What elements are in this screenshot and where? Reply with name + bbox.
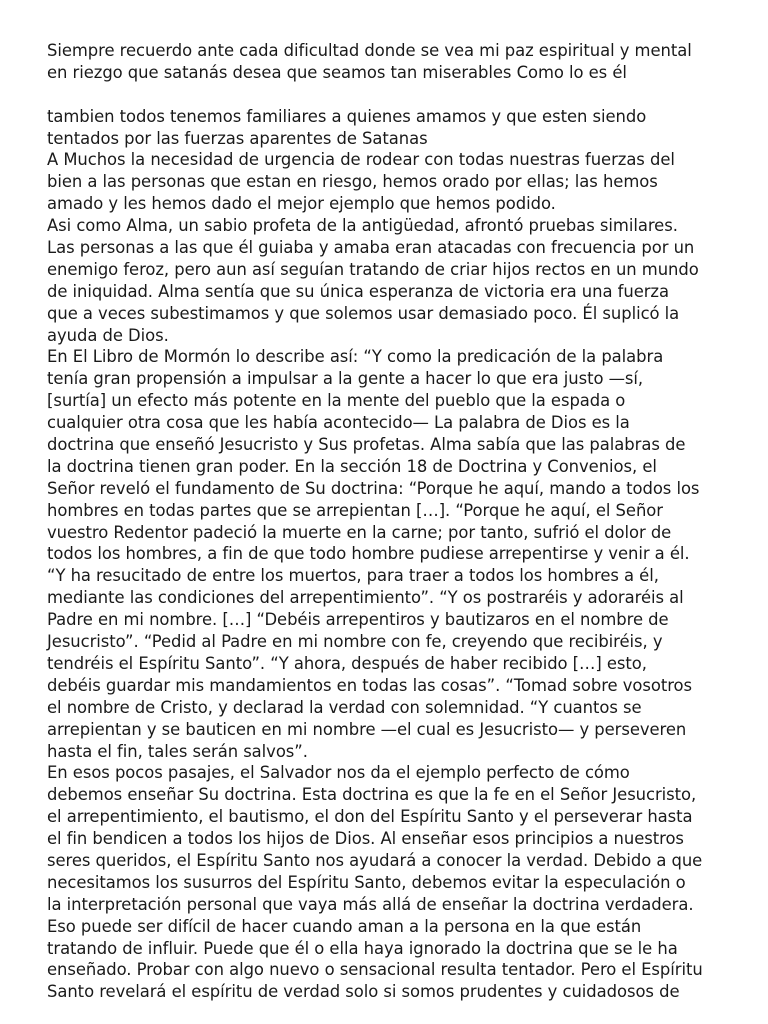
text-line: vuestro Redentor padeció la muerte en la carne; por tanto, sufrió el dolor de bbox=[47, 522, 672, 542]
text-line: “Y ha resucitado de entre los muertos, para traer a todos los hombres a él, bbox=[47, 566, 659, 586]
text-line: de iniquidad. Alma sentía que su única esperanza de victoria era una fuerza bbox=[47, 281, 669, 301]
text-line: amado y les hemos dado el mejor ejemplo que hemos podido. bbox=[47, 194, 556, 214]
text-line: Señor reveló el fundamento de Su doctrina: “Porque he aquí, mando a todos los bbox=[47, 478, 700, 498]
text-line: seres queridos, el Espíritu Santo nos ayudará a conocer la verdad. Debido a que bbox=[47, 850, 703, 870]
text-line: hasta el fin, tales serán salvos”. bbox=[47, 741, 308, 761]
text-line: tratando de influir. Puede que él o ella haya ignorado la doctrina que se le ha bbox=[47, 938, 678, 958]
text-line: A Muchos la necesidad de urgencia de rodear con todas nuestras fuerzas del bbox=[47, 150, 675, 170]
text-line: Las personas a las que él guiaba y amaba eran atacadas con frecuencia por un bbox=[47, 238, 695, 258]
text-line: enseñado. Probar con algo nuevo o sensacional resulta tentador. Pero el Espíritu bbox=[47, 960, 703, 980]
text-line: mediante las condiciones del arrepentimiento”. “Y os postraréis y adoraréis al bbox=[47, 588, 684, 608]
text-line: debemos enseñar Su doctrina. Esta doctrina es que la fe en el Señor Jesucristo, bbox=[47, 785, 697, 805]
text-line: tendréis el Espíritu Santo”. “Y ahora, después de haber recibido […] esto, bbox=[47, 653, 647, 673]
text-line: bien a las personas que estan en riesgo, hemos orado por ellas; las hemos bbox=[47, 172, 658, 192]
text-line: tentados por las fuerzas aparentes de Satanas bbox=[47, 128, 428, 148]
text-line: arrepientan y se bauticen en mi nombre —el cual es Jesucristo— y perseveren bbox=[47, 719, 687, 739]
text-line: el nombre de Cristo, y declarad la verdad con solemnidad. “Y cuantos se bbox=[47, 697, 642, 717]
text-line: doctrina que enseñó Jesucristo y Sus profetas. Alma sabía que las palabras de bbox=[47, 435, 686, 455]
text-line: tambien todos tenemos familiares a quienes amamos y que esten siendo bbox=[47, 106, 647, 126]
text-line: el arrepentimiento, el bautismo, el don del Espíritu Santo y el perseverar hasta bbox=[47, 807, 693, 827]
text-line: el fin bendicen a todos los hijos de Dios. Al enseñar esos principios a nuestros bbox=[47, 829, 684, 849]
text-line: la doctrina tienen gran poder. En la sección 18 de Doctrina y Convenios, el bbox=[47, 456, 657, 476]
text-line: Santo revelará el espíritu de verdad solo si somos prudentes y cuidadosos de bbox=[47, 982, 680, 1002]
text-line: Padre en mi nombre. […] “Debéis arrepentiros y bautizaros en el nombre de bbox=[47, 610, 669, 630]
text-line: En esos pocos pasajes, el Salvador nos da el ejemplo perfecto de cómo bbox=[47, 763, 630, 783]
text-line: Siempre recuerdo ante cada dificultad donde se vea mi paz espiritual y mental bbox=[47, 41, 692, 60]
text-line: la interpretación personal que vaya más allá de enseñar la doctrina verdadera. bbox=[47, 894, 694, 914]
text-line: enemigo feroz, pero aun así seguían tratando de criar hijos rectos en un mundo bbox=[47, 259, 699, 279]
text-line: hombres en todas partes que se arrepientan […]. “Porque he aquí, el Señor bbox=[47, 500, 663, 520]
text-line: En El Libro de Mormón lo describe así: “Y como la predicación de la palabra bbox=[47, 347, 664, 367]
text-line: cualquier otra cosa que les había acontecido— La palabra de Dios es la bbox=[47, 413, 630, 433]
text-line: tenía gran propensión a impulsar a la gente a hacer lo que era justo —sí, bbox=[47, 369, 644, 389]
text-line: necesitamos los susurros del Espíritu Santo, debemos evitar la especulación o bbox=[47, 872, 686, 892]
text-line: debéis guardar mis mandamientos en todas las cosas”. “Tomad sobre vosotros bbox=[47, 675, 693, 695]
blank-line bbox=[47, 84, 737, 106]
text-line: Asi como Alma, un sabio profeta de la antigüedad, afrontó pruebas similares. bbox=[47, 216, 678, 236]
text-line: en riezgo que satanás desea que seamos tan miserables Como lo es él bbox=[47, 62, 627, 82]
text-line: Jesucristo”. “Pedid al Padre en mi nombre con fe, creyendo que recibiréis, y bbox=[47, 632, 663, 652]
text-line: todos los hombres, a fin de que todo hombre pudiese arrepentirse y venir a él. bbox=[47, 544, 690, 564]
text-line: Eso puede ser difícil de hacer cuando aman a la persona en la que están bbox=[47, 916, 642, 936]
text-line: ayuda de Dios. bbox=[47, 325, 169, 345]
text-line: que a veces subestimamos y que solemos usar demasiado poco. Él suplicó la bbox=[47, 303, 680, 323]
document-body-text bbox=[47, 40, 737, 1003]
text-line: [surtía] un efecto más potente en la mente del pueblo que la espada o bbox=[47, 391, 626, 411]
